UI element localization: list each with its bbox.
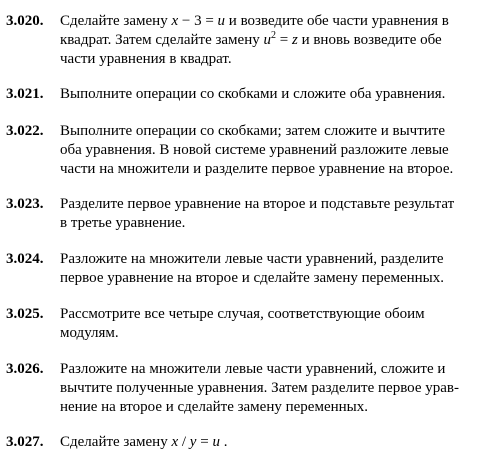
hint-line: части уравнения в квадрат. (60, 51, 232, 67)
math-variable: z (291, 32, 298, 48)
hint-line: нение на второе и сделайте замену переменных. (60, 399, 368, 415)
hint-number: 3.024. (6, 251, 44, 267)
hint-number: 3.020. (6, 13, 44, 29)
hint-number: 3.023. (6, 196, 44, 212)
hint-line: части на множители и разделите первое уравнение на второе. (60, 161, 454, 177)
hint-line: Разделите первое уравнение на второе и подставьте результат (60, 196, 455, 212)
hint-line: вычтите полученные уравнения. Затем разделите первое урав- (60, 380, 459, 396)
hint-line: Выполните операции со скобками; затем сложите и вычтите (60, 123, 446, 139)
hint-line: Рассмотрите все четыре случая, соответствующие обоим (60, 306, 425, 322)
math-variable: x (171, 13, 179, 29)
math-variable: u (217, 13, 226, 29)
hint-number: 3.025. (6, 306, 44, 322)
hint-line: Сделайте замену x / y = u . (60, 434, 228, 450)
hint-line: первое уравнение на второе и сделайте замену переменных. (60, 270, 444, 286)
hint-line: Разложите на множители левые части уравнений, сложите и (60, 361, 446, 377)
math-variable: u (263, 32, 271, 48)
hint-number: 3.021. (6, 86, 44, 102)
math-variable: x (171, 434, 179, 450)
hint-line: Выполните операции со скобками и сложите оба уравнения. (60, 86, 446, 102)
hint-line: квадрат. Затем сделайте замену $u^2 = z$ и вновь возведите обе (60, 30, 442, 48)
hint-number: 3.022. (6, 123, 44, 139)
hint-line: модулям. (60, 325, 119, 341)
hint-line: Сделайте замену x − 3 = u и возведите обе части уравнения в (60, 13, 449, 29)
hint-number: 3.026. (6, 361, 44, 377)
hint-line: в третье уравнение. (60, 215, 186, 231)
hint-line: Разложите на множители левые части уравнений, разделите (60, 251, 444, 267)
math-exponent: 2 (271, 30, 276, 41)
hint-line: оба уравнения. В новой системе уравнений разложите левые (60, 142, 449, 158)
hint-number: 3.027. (6, 434, 44, 450)
math-variable: y (189, 434, 197, 450)
math-variable: u (212, 434, 220, 450)
